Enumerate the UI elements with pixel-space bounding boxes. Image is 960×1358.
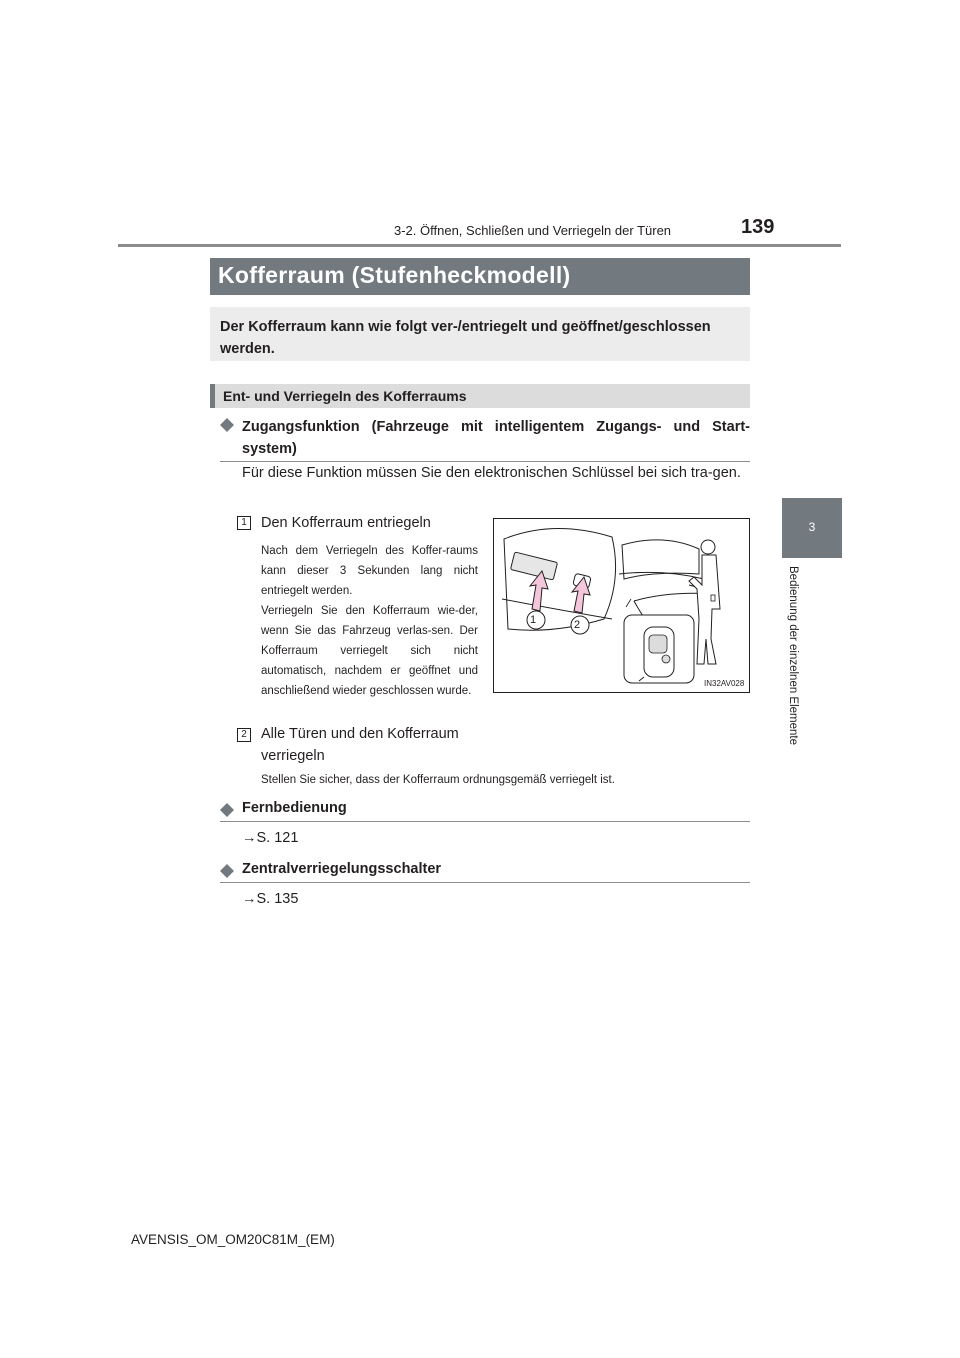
- step-number-1: 1: [237, 516, 251, 530]
- step-number-2: 2: [237, 728, 251, 742]
- subsection-marker: [210, 384, 215, 408]
- document-code: AVENSIS_OM_OM20C81M_(EM): [131, 1232, 335, 1247]
- section-title-bar: [210, 258, 750, 295]
- feature-ref-central-lock[interactable]: →S. 135: [242, 891, 299, 907]
- diamond-icon: [220, 803, 234, 822]
- callout-2: 2: [574, 619, 581, 631]
- intro-box: Der Kofferraum kann wie folgt ver-/entriegelt und geöffnet/geschlossen werden.: [210, 307, 750, 361]
- section-title: Kofferraum (Stufenheckmodell): [218, 262, 571, 288]
- step-1-note-1: Nach dem Verriegeln des Koffer-raums kann dieser 3 Sekunden lang nicht entriegelt werden.: [261, 545, 478, 597]
- feature-rule: [220, 882, 750, 883]
- chapter-number: 3: [808, 520, 816, 534]
- feature-text-access: Für diese Funktion müssen Sie den elektronischen Schlüssel bei sich tra-gen.: [242, 465, 741, 481]
- step-title-2: Alle Türen und den Kofferraum verriegeln: [261, 726, 459, 764]
- subsection-bar: [210, 384, 750, 408]
- header-rule: [118, 244, 841, 247]
- callout-1: 1: [530, 614, 537, 626]
- trunk-illustration-svg: [494, 519, 749, 692]
- subsection-title: Ent- und Verriegeln des Kofferraums: [223, 388, 467, 404]
- figure-code: IN32AV028: [704, 679, 745, 688]
- chapter-tab-number-wrap: [782, 498, 842, 558]
- page-number: 139: [741, 216, 775, 238]
- step-title-1: Den Kofferraum entriegeln: [261, 515, 431, 531]
- running-header-section: 3-2. Öffnen, Schließen und Verriegeln der Türen: [394, 223, 672, 238]
- step-1-note-2: Verriegeln Sie den Kofferraum wie-der, wenn Sie das Fahrzeug verlas-sen. Der Kofferraum verriegelt sich nicht automatisch, nachdem er geöffnet und anschließend wieder geschlossen wurde.: [261, 605, 478, 697]
- diamond-icon: [220, 864, 234, 883]
- diamond-icon: [220, 418, 234, 437]
- feature-title-access: Zugangsfunktion (Fahrzeuge mit intelligentem Zugangs- und Start-system): [242, 419, 750, 457]
- trunk-illustration: [493, 518, 750, 693]
- step-2-note: Stellen Sie sicher, dass der Kofferraum ordnungsgemäß verriegelt ist.: [261, 774, 615, 786]
- feature-ref-remote[interactable]: →S. 121: [242, 830, 299, 846]
- feature-title-remote: Fernbedienung: [242, 800, 347, 816]
- chapter-title: Bedienung der einzelnen Elemente: [787, 566, 799, 746]
- feature-title-central-lock: Zentralverriegelungsschalter: [242, 861, 442, 877]
- feature-rule: [220, 821, 750, 822]
- chapter-title-wrap: [787, 566, 807, 766]
